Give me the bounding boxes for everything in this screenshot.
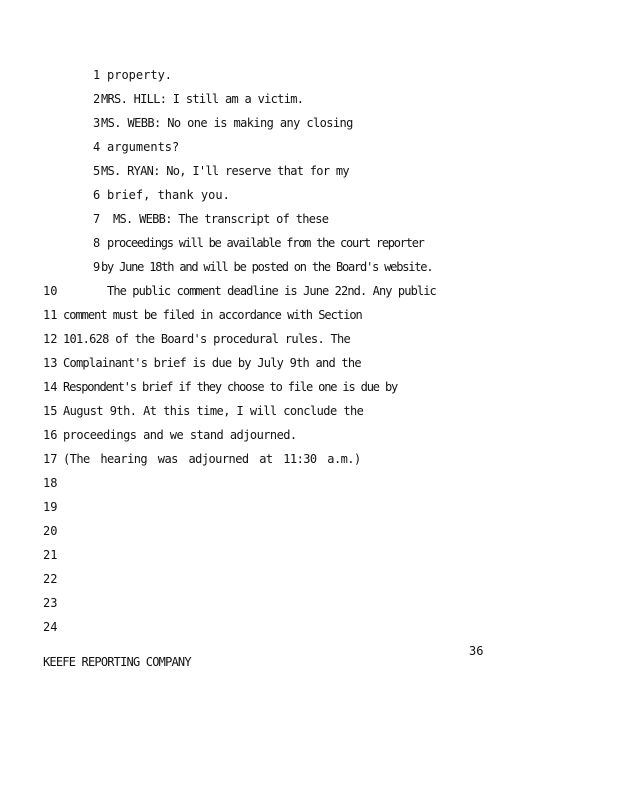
line-number: 1	[93, 68, 101, 82]
reporting-company: KEEFE REPORTING COMPANY	[43, 655, 191, 669]
line-text: MS. RYAN: No, I'll reserve that for my	[101, 164, 349, 178]
line-number: 6	[93, 188, 101, 202]
line-number: 18	[43, 476, 58, 490]
line-text: proceedings and we stand adjourned.	[63, 428, 297, 442]
line-number: 13	[43, 356, 58, 370]
line-text: Complainant's brief is due by July 9th and the	[63, 356, 361, 370]
line-text: The public comment deadline is June 22nd. Any public	[107, 284, 436, 298]
line-text: property.	[107, 68, 173, 82]
line-number: 20	[43, 524, 58, 538]
line-number: 16	[43, 428, 58, 442]
line-text: MS. WEBB: The transcript of these	[113, 212, 329, 226]
line-number: 23	[43, 596, 58, 610]
line-number: 10	[43, 284, 58, 298]
line-text: August 9th. At this time, I will conclude the	[63, 404, 364, 418]
line-number: 22	[43, 572, 58, 586]
line-number: 5	[93, 164, 101, 178]
line-text: by June 18th and will be posted on the Board's website.	[101, 260, 433, 274]
line-text: MRS. HILL: I still am a victim.	[101, 92, 304, 106]
line-number: 7	[93, 212, 101, 226]
line-text: (The hearing was adjourned at 11:30 a.m.)	[63, 452, 361, 466]
line-number: 12	[43, 332, 58, 346]
line-number: 19	[43, 500, 58, 514]
line-text: proceedings will be available from the court reporter	[107, 236, 424, 250]
line-number: 9	[93, 260, 101, 274]
line-number: 11	[43, 308, 58, 322]
line-number: 24	[43, 620, 58, 634]
line-text: MS. WEBB: No one is making any closing	[101, 116, 353, 130]
line-text: brief, thank you.	[107, 188, 230, 202]
line-number: 21	[43, 548, 58, 562]
line-number: 2	[93, 92, 101, 106]
line-text: arguments?	[107, 140, 180, 154]
line-number: 15	[43, 404, 58, 418]
line-text: 101.628 of the Board's procedural rules. The	[63, 332, 351, 346]
line-number: 17	[43, 452, 58, 466]
line-number: 14	[43, 380, 58, 394]
line-text: comment must be filed in accordance with Section	[63, 308, 362, 322]
line-number: 4	[93, 140, 101, 154]
line-text: Respondent's brief if they choose to file one is due by	[63, 380, 398, 394]
page-number: 36	[469, 644, 484, 658]
line-number: 3	[93, 116, 101, 130]
line-number: 8	[93, 236, 101, 250]
